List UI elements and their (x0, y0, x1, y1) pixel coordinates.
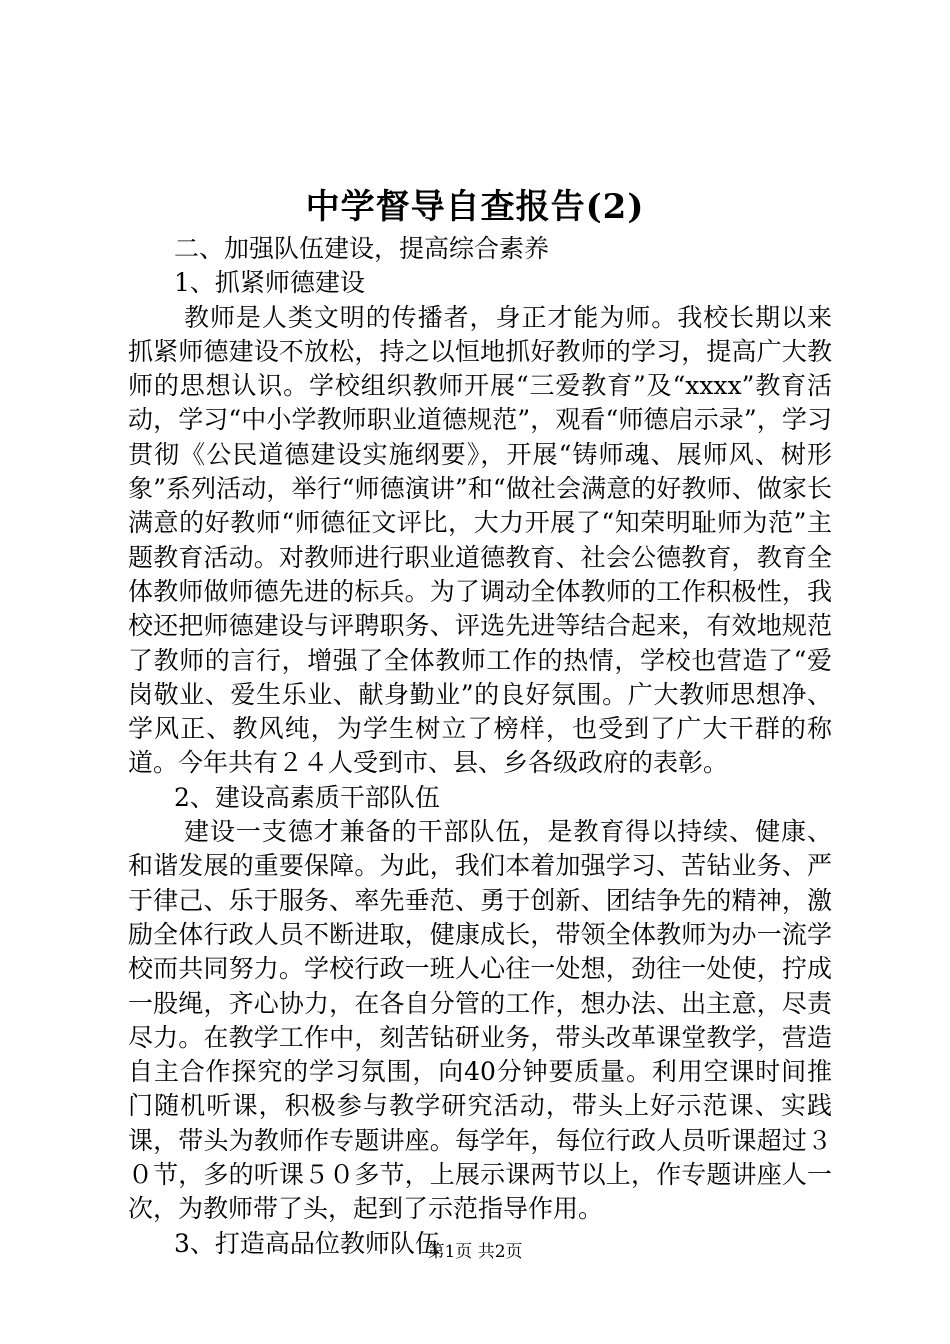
paragraph-cadre-team: 建设一支德才兼备的干部队伍，是教育得以持续、健康、和谐发展的重要保障。为此，我们本着加强学习、苦钻业务、严于律己、乐于服务、率先垂范、勇于创新、团结争先的精神，激励全体行政人员不断进取，健康成长，带领全体教师为办一流学校而共同努力。学校行政一班人心往一处想，劲往一处使，拧成一股绳，齐心协力，在各自分管的工作，想办法、出主意，尽责尽力。在教学工作中，刻苦钻研业务，带头改革课堂教学，营造自主合作探究的学习氛围，向40分钟要质量。利用空课时间推门随机听课，积极参与教学研究活动，带头上好示范课、实践课，带头为教师作专题讲座。每学年，每位行政人员听课超过３０节，多的听课５０多节，上展示课两节以上，作专题讲座人一次，为教师带了头，起到了示范指导作用。 (128, 817, 832, 1224)
document-title: 中学督导自查报告(2) (305, 187, 645, 227)
subsection-heading-1: 1、抓紧师德建设 (174, 268, 365, 298)
section-heading: 二、加强队伍建设，提高综合素养 (174, 234, 550, 263)
subsection-heading-2: 2、建设高素质干部队伍 (174, 782, 440, 812)
paragraph-teacher-ethics: 教师是人类文明的传播者，身正才能为师。我校长期以来抓紧师德建设不放松，持之以恒地抓好教师的学习，提高广大教师的思想认识。学校组织教师开展“三爱教育”及“xxxx”教育活动，学习“中小学教师职业道德规范”，观看“师德启示录”，学习贯彻《公民道德建设实施纲要》，开展“铸师魂、展师风、树形象”系列活动，举行“师德演讲”和“做社会满意的好教师、做家长满意的好教师“师德征文评比，大力开展了“知荣明耻师为范”主题教育活动。对教师进行职业道德教育、社会公德教育，教育全体教师做师德先进的标兵。为了调动全体教师的工作积极性，我校还把师德建设与评聘职务、评选先进等结合起来，有效地规范了教师的言行，增强了全体教师工作的热情，学校也营造了“爱岗敬业、爱生乐业、献身勤业”的良好氛围。广大教师思想净、学风正、教风纯，为学生树立了榜样，也受到了广大干群的称道。今年共有２４人受到市、县、乡各级政府的表彰。 (128, 302, 832, 778)
subsection-heading-3: 3、打造高品位教师队伍 (174, 1228, 440, 1258)
document-body (128, 232, 832, 1261)
page-footer: 第1页 共2页 (427, 1242, 523, 1262)
